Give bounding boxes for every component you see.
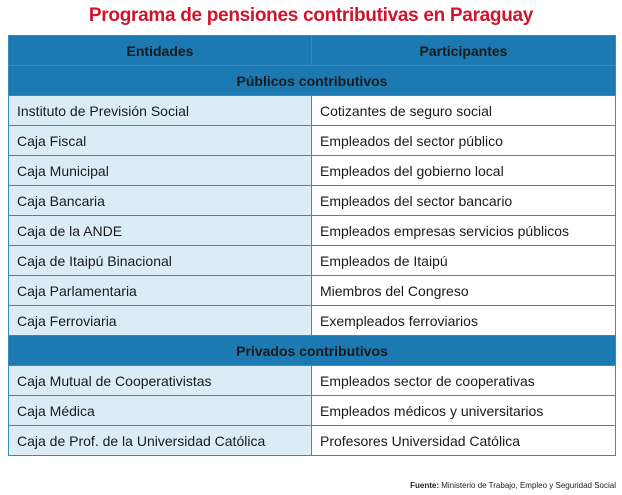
entidad-cell: Caja Fiscal	[9, 126, 312, 156]
table-row	[9, 126, 616, 156]
section-label: Privados contributivos	[9, 336, 616, 366]
entidad-cell: Caja Ferroviaria	[9, 306, 312, 336]
pensions-table	[8, 35, 616, 456]
section-header-privados	[9, 336, 616, 366]
participantes-cell: Empleados empresas servicios públicos	[312, 216, 616, 246]
column-header-entidades: Entidades	[9, 36, 312, 66]
source-label: Fuente:	[410, 481, 439, 490]
entidad-cell: Caja de la ANDE	[9, 216, 312, 246]
section-label: Públicos contributivos	[9, 66, 616, 96]
entidad-cell: Caja de Itaipú Binacional	[9, 246, 312, 276]
participantes-cell: Miembros del Congreso	[312, 276, 616, 306]
table-row	[9, 366, 616, 396]
table-row	[9, 156, 616, 186]
page-title: Programa de pensiones contributivas en Paraguay	[88, 5, 534, 26]
source-text: Ministerio de Trabajo, Empleo y Seguridad Social	[441, 481, 616, 490]
entidad-cell: Caja de Prof. de la Universidad Católica	[9, 426, 312, 456]
table-row	[9, 426, 616, 456]
table-row	[9, 246, 616, 276]
participantes-cell: Empleados del gobierno local	[312, 156, 616, 186]
table-row	[9, 396, 616, 426]
table-header-row	[9, 36, 616, 66]
table-row	[9, 276, 616, 306]
table-row	[9, 186, 616, 216]
table-row	[9, 96, 616, 126]
entidad-cell: Caja Parlamentaria	[9, 276, 312, 306]
participantes-cell: Empleados del sector público	[312, 126, 616, 156]
entidad-cell: Caja Municipal	[9, 156, 312, 186]
entidad-cell: Caja Mutual de Cooperativistas	[9, 366, 312, 396]
participantes-cell: Empleados sector de cooperativas	[312, 366, 616, 396]
participantes-cell: Empleados de Itaipú	[312, 246, 616, 276]
entidad-cell: Caja Médica	[9, 396, 312, 426]
participantes-cell: Exempleados ferroviarios	[312, 306, 616, 336]
participantes-cell: Empleados del sector bancario	[312, 186, 616, 216]
participantes-cell: Profesores Universidad Católica	[312, 426, 616, 456]
entidad-cell: Instituto de Previsión Social	[9, 96, 312, 126]
source-note	[410, 481, 616, 491]
table-row	[9, 306, 616, 336]
participantes-cell: Empleados médicos y universitarios	[312, 396, 616, 426]
table-row	[9, 216, 616, 246]
section-header-publicos	[9, 66, 616, 96]
participantes-cell: Cotizantes de seguro social	[312, 96, 616, 126]
column-header-participantes: Participantes	[312, 36, 616, 66]
entidad-cell: Caja Bancaria	[9, 186, 312, 216]
